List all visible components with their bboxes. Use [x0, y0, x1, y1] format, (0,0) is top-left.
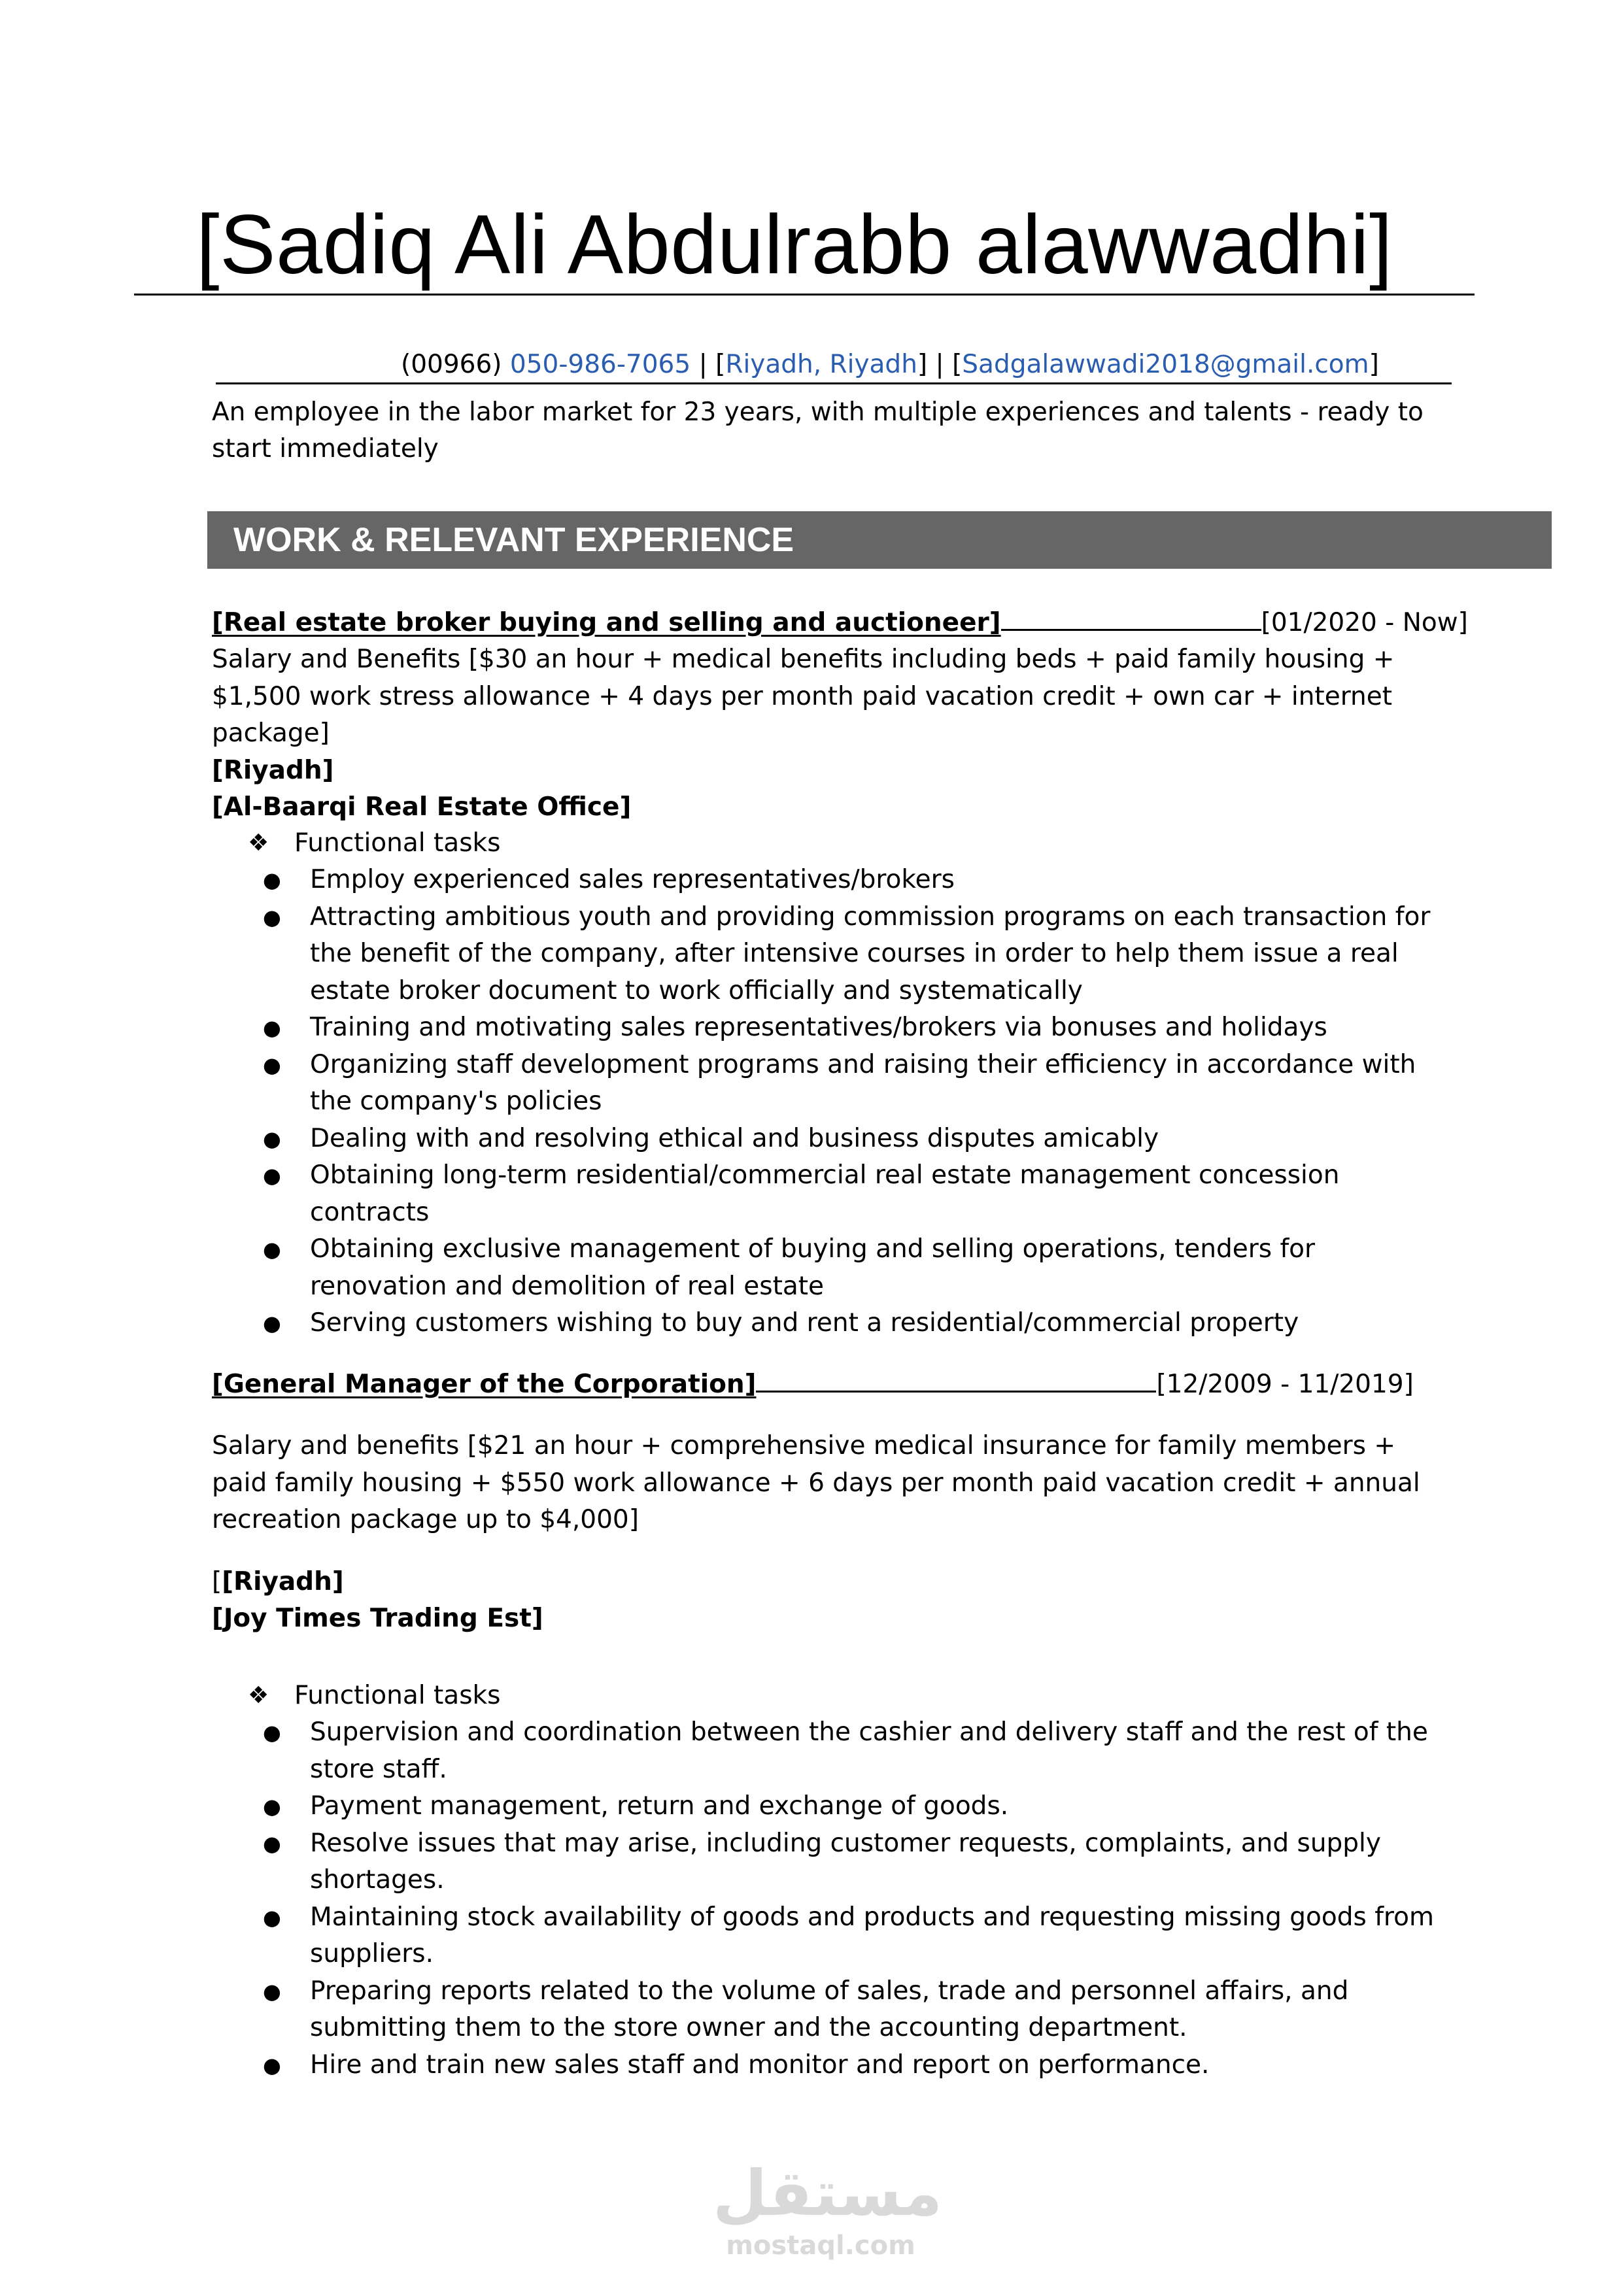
task-text: Dealing with and resolving ethical and business disputes amicably: [310, 1123, 1159, 1153]
task-text: Serving customers wishing to buy and rent a residential/commercial property: [310, 1308, 1299, 1338]
job-entry: [212, 1366, 1441, 1638]
job-title: [Real estate broker buying and selling and auctioneer]: [212, 608, 1001, 637]
list-item: [212, 2047, 1441, 2084]
task-text: Payment management, return and exchange of goods.: [310, 1791, 1009, 1821]
tasks-label-row: [212, 825, 1441, 862]
bullet-icon: ●: [263, 1831, 281, 1856]
bullet-icon: ●: [263, 1978, 281, 2004]
diamond-bullet-icon: ❖: [248, 830, 269, 856]
tasks-list: [212, 825, 1441, 1342]
task-text: Obtaining long-term residential/commercial real estate management concession contracts: [310, 1160, 1340, 1227]
task-text: Training and motivating sales representatives/brokers via bonuses and holidays: [310, 1013, 1327, 1042]
list-item: [212, 862, 1441, 899]
list-item: [212, 1973, 1441, 2047]
bullet-icon: ●: [263, 1015, 281, 1040]
task-text: Organizing staff development programs and raising their efficiency in accordance with the company's policies: [310, 1049, 1416, 1116]
bullet-icon: ●: [263, 1052, 281, 1077]
bullet-icon: ●: [263, 2052, 281, 2078]
contact-separator: ] | [: [917, 350, 963, 379]
watermark-arabic: مستقل: [713, 2157, 943, 2230]
task-text: Supervision and coordination between the cashier and delivery staff and the rest of the store staff.: [310, 1717, 1428, 1784]
tasks-label-row: [212, 1678, 1441, 1714]
bullet-icon: ●: [263, 904, 281, 930]
diamond-bullet-icon: ❖: [248, 1682, 269, 1709]
watermark-latin: mostaql.com: [726, 2231, 915, 2261]
name-underline: [134, 294, 1475, 295]
list-item: [212, 1825, 1441, 1899]
task-text: Employ experienced sales representatives/brokers: [310, 865, 955, 894]
heading-rule: [1001, 605, 1261, 631]
task-bullets: [212, 1714, 1441, 2084]
task-text: Resolve issues that may arise, including customer requests, complaints, and supply shortages.: [310, 1828, 1381, 1895]
bullet-icon: ●: [263, 1237, 281, 1262]
task-text: Hire and train new sales staff and monitor and report on performance.: [310, 2050, 1210, 2080]
list-item: [212, 899, 1441, 1010]
job-salary: Salary and benefits [$21 an hour + comprehensive medical insurance for family members + paid family housing + $550 work allowance + 6 days per month paid vacation credit + annual recreation package up to $4,000]: [212, 1431, 1420, 1534]
bullet-icon: ●: [263, 1311, 281, 1336]
task-bullets: [212, 862, 1441, 1342]
tasks-label: Functional tasks: [294, 1681, 501, 1710]
task-text: Maintaining stock availability of goods and products and requesting missing goods from suppliers.: [310, 1902, 1434, 1968]
bullet-icon: ●: [263, 1720, 281, 1745]
phone-prefix: (00966): [401, 350, 510, 379]
task-text: Attracting ambitious youth and providing commission programs on each transaction for the benefit of the company, after intensive courses in order to help them issue a real estate broker document to work officially and systematically: [310, 902, 1431, 1005]
list-item: [212, 1157, 1441, 1231]
list-item: [212, 1121, 1441, 1158]
job-salary: Salary and Benefits [$30 an hour + medical benefits including beds + paid family housing + $1,500 work stress allowance + 4 days per month paid vacation credit + own car + internet package]: [212, 645, 1395, 748]
mostaql-watermark-logo: [713, 2157, 943, 2269]
job-location: [Riyadh]: [212, 755, 334, 785]
task-text: Obtaining exclusive management of buying and selling operations, tenders for renovation and demolition of real estate: [310, 1234, 1316, 1301]
list-item: [212, 1009, 1441, 1047]
job-location-row: [212, 1564, 1441, 1601]
contact-text: [401, 345, 1379, 384]
list-item: [212, 1788, 1441, 1825]
list-item: [212, 1899, 1441, 1973]
list-item: [212, 1714, 1441, 1788]
tasks-label: Functional tasks: [294, 828, 501, 858]
heading-rule: [756, 1367, 1156, 1393]
bullet-icon: ●: [263, 868, 281, 892]
contact-suffix: ]: [1369, 350, 1379, 379]
job-location: [Riyadh]: [222, 1566, 344, 1596]
task-text: Preparing reports related to the volume of sales, trade and personnel affairs, and submitting them to the store owner and the accounting department.: [310, 1976, 1349, 2042]
section-header: [207, 511, 1552, 569]
job-heading: [212, 605, 1468, 641]
bullet-icon: ●: [263, 1126, 281, 1151]
bullet-icon: ●: [263, 1904, 281, 1930]
email-link[interactable]: Sadgalawwadi2018@gmail.com: [962, 350, 1369, 379]
bullet-icon: ●: [263, 1163, 281, 1188]
job-heading: [212, 1366, 1441, 1403]
contact-separator: | [: [691, 350, 726, 379]
location-link[interactable]: Riyadh, Riyadh: [725, 350, 917, 379]
list-item: [212, 1047, 1441, 1121]
job-dates: [01/2020 - Now]: [1261, 608, 1468, 637]
job-company: [Al-Baarqi Real Estate Office]: [212, 792, 632, 822]
section-title: WORK & RELEVANT EXPERIENCE: [233, 521, 794, 559]
bullet-icon: ●: [263, 1794, 281, 1819]
job-entry: [212, 605, 1468, 826]
job-company: [Joy Times Trading Est]: [212, 1604, 543, 1633]
phone-link[interactable]: 050-986-7065: [509, 350, 691, 379]
job-dates: [12/2009 - 11/2019]: [1156, 1370, 1414, 1399]
contact-line: [216, 345, 1452, 384]
list-item: [212, 1305, 1441, 1342]
list-item: [212, 1231, 1441, 1305]
tasks-list: [212, 1678, 1441, 2084]
job-title: [General Manager of the Corporation]: [212, 1370, 757, 1399]
location-prefix: [: [212, 1566, 222, 1596]
summary-text: An employee in the labor market for 23 years, with multiple experiences and talents - ready to start immediately: [212, 397, 1424, 464]
candidate-name: [Sadiq Ali Abdulrabb alawwadhi]: [196, 198, 1393, 292]
